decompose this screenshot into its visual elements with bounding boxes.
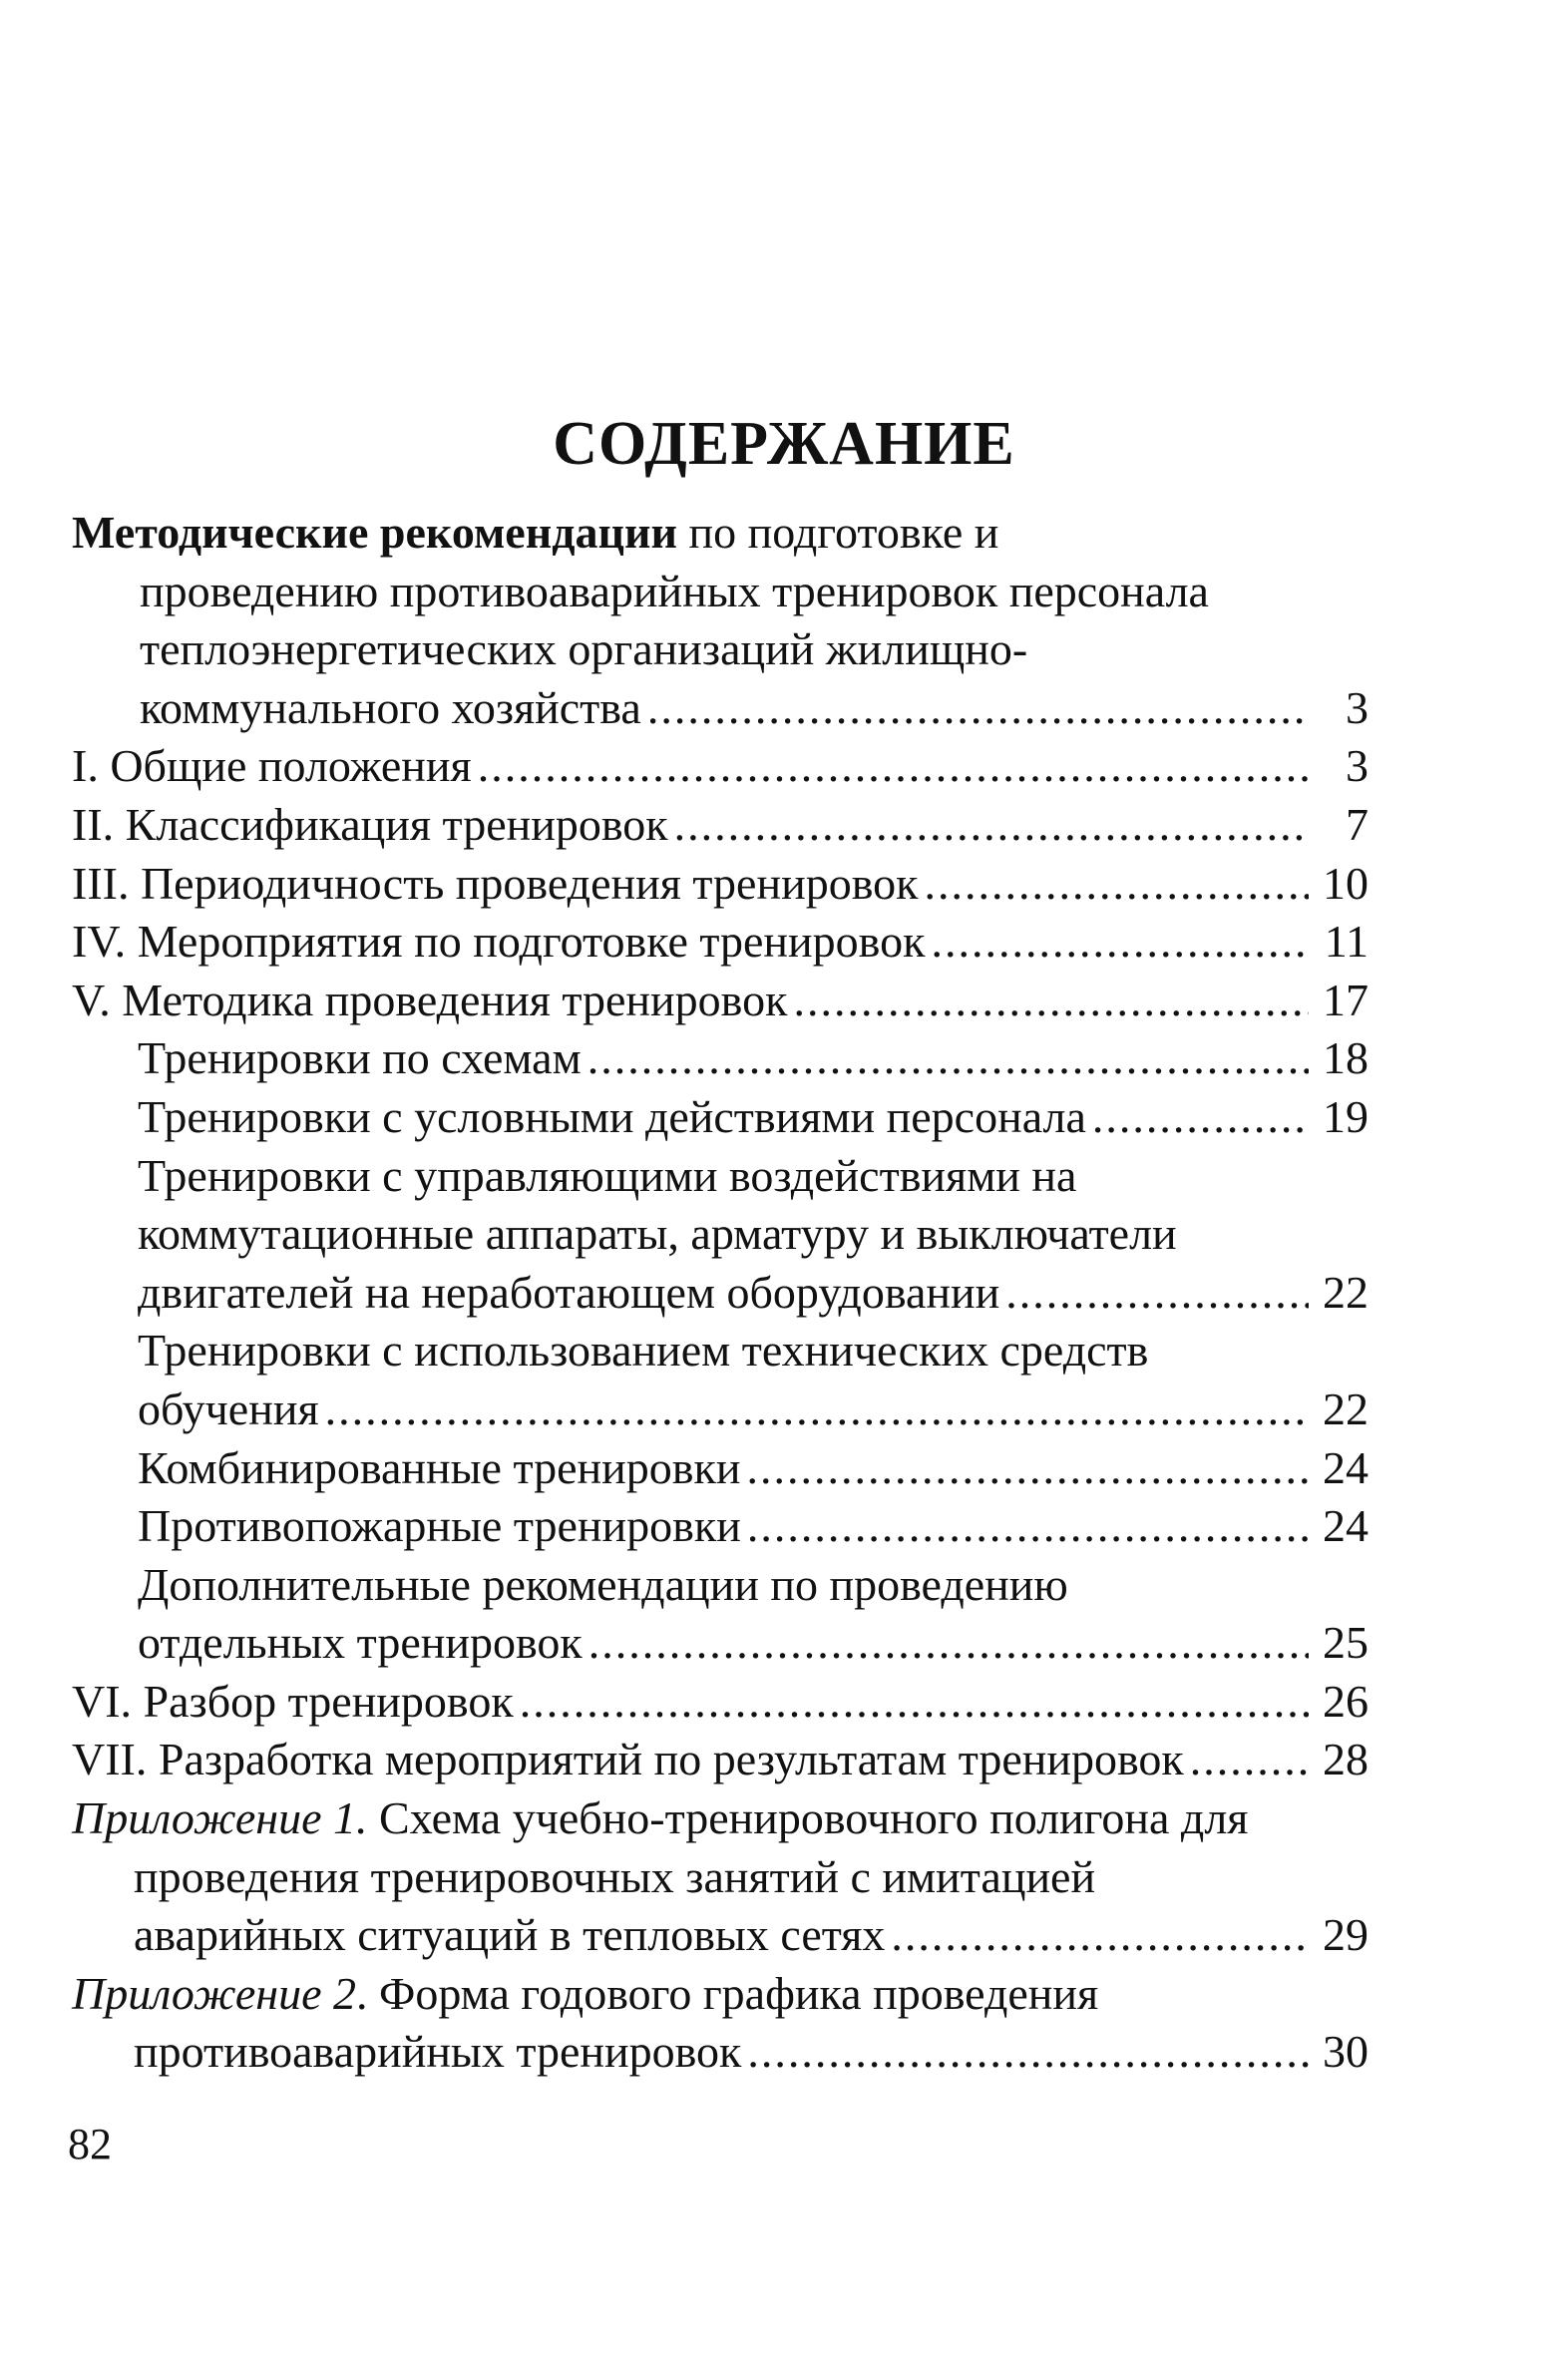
toc-entry-line <box>72 1088 1369 1147</box>
toc-entry-text: обучения <box>138 1382 319 1434</box>
toc-entry-line: Дополнительные рекомендации по проведению <box>138 1558 1068 1610</box>
toc-entry-text: IV. Мероприятия по подготовке тренировок <box>72 916 926 968</box>
appendix-label: Приложение 2 <box>72 1967 357 2019</box>
toc-entry-intro[interactable] <box>72 504 1369 737</box>
toc-entry-appendix-2[interactable] <box>72 1965 1369 2082</box>
toc-entry-line <box>72 913 1369 972</box>
toc-page-number: 26 <box>1323 1675 1369 1727</box>
toc-page-number: 25 <box>1323 1617 1369 1669</box>
toc-page-number: 18 <box>1323 1032 1369 1084</box>
toc-entry-text: VI. Разбор тренировок <box>72 1675 514 1727</box>
toc-entry-section-4[interactable] <box>72 913 1369 972</box>
toc-entry-text: Схема учебно-тренировочного полигона для <box>367 1792 1249 1844</box>
toc-entry-bold-title: Методические рекомендации <box>72 507 677 558</box>
toc-entry-line: проведению противоаварийных тренировок персонала <box>140 565 1209 616</box>
dot-leader <box>588 1614 1309 1673</box>
toc-entry-subsection-control-actions[interactable] <box>72 1147 1369 1323</box>
toc-entry-subsection-additional[interactable] <box>72 1556 1369 1673</box>
dot-leader <box>747 1497 1309 1556</box>
toc-entry-text: двигателей на неработающем оборудовании <box>138 1266 1000 1318</box>
toc-page-number: 29 <box>1323 1909 1369 1961</box>
toc-entry-line <box>72 1673 1369 1732</box>
toc-entry-text: . Форма годового графика проведения <box>356 1967 1099 2019</box>
toc-page-number: 7 <box>1346 798 1369 850</box>
toc-page-number: 22 <box>1323 1266 1369 1318</box>
toc-entry-line <box>72 679 1369 738</box>
toc-entry-line <box>72 2023 1369 2082</box>
toc-entry-subsection-combined[interactable] <box>72 1439 1369 1498</box>
toc-entry-line: Тренировки с управляющими воздействиями на <box>138 1149 1077 1201</box>
toc-entry-line <box>72 504 1369 563</box>
toc-page-number: 30 <box>1323 2026 1369 2078</box>
toc-entry-text: аварийных ситуаций в тепловых сетях <box>134 1909 886 1961</box>
toc-entry-text: I. Общие положения <box>72 740 472 792</box>
dot-leader <box>793 972 1309 1030</box>
toc-entry-text: Комбинированные тренировки <box>138 1441 741 1493</box>
dot-leader <box>747 2023 1309 2082</box>
toc-entry-line <box>72 1264 1369 1323</box>
dot-leader <box>1005 1264 1309 1323</box>
dot-leader <box>674 796 1309 855</box>
toc-entry-section-1[interactable] <box>72 737 1369 796</box>
toc-entry-line: теплоэнергетических организаций жилищно- <box>140 623 1028 675</box>
dot-leader <box>924 855 1309 914</box>
toc-entry-line <box>72 1731 1369 1789</box>
toc-entry-line: Тренировки с использованием технических средств <box>138 1325 1149 1377</box>
toc-entry-line <box>72 796 1369 855</box>
toc-entry-section-6[interactable] <box>72 1673 1369 1732</box>
toc-entry-line <box>72 737 1369 796</box>
table-of-contents <box>72 504 1369 2082</box>
toc-entry-subsection-technical-means[interactable] <box>72 1322 1369 1438</box>
dot-leader <box>1190 1731 1309 1789</box>
dot-leader <box>588 1029 1309 1088</box>
toc-entry-line <box>72 1906 1369 1965</box>
toc-entry-text: III. Периодичность проведения тренировок <box>72 857 919 909</box>
toc-entry-text: противоаварийных тренировок <box>134 2026 742 2078</box>
toc-entry-text: Противопожарные тренировки <box>138 1500 741 1552</box>
dot-leader <box>647 679 1309 738</box>
toc-page-number: 24 <box>1323 1500 1369 1552</box>
toc-entry-text: Тренировки с условными действиями персонала <box>138 1090 1086 1142</box>
page-number: 82 <box>68 2120 112 2168</box>
toc-page-number: 10 <box>1323 857 1369 909</box>
toc-page-number: 19 <box>1323 1090 1369 1142</box>
toc-entry-section-2[interactable] <box>72 796 1369 855</box>
appendix-label: Приложение 1. <box>72 1792 368 1844</box>
toc-entry-text: коммунального хозяйства <box>140 681 641 733</box>
toc-entry-line: проведения тренировочных занятий с имитацией <box>134 1850 1096 1902</box>
dot-leader <box>746 1439 1309 1498</box>
toc-entry-line <box>72 972 1369 1030</box>
toc-entry-text: V. Методика проведения тренировок <box>72 974 788 1025</box>
toc-page-number: 24 <box>1323 1441 1369 1493</box>
toc-entry-line: коммутационные аппараты, арматуру и выключатели <box>138 1208 1177 1260</box>
toc-page-number: 11 <box>1324 916 1369 968</box>
toc-entry-section-5[interactable] <box>72 972 1369 1030</box>
dot-leader <box>931 913 1309 972</box>
toc-entry-line <box>72 1380 1369 1439</box>
toc-entry-line <box>72 855 1369 914</box>
toc-entry-subsection-conditional-actions[interactable] <box>72 1088 1369 1147</box>
dot-leader <box>325 1380 1309 1439</box>
toc-entry-subsection-schemes[interactable] <box>72 1029 1369 1088</box>
toc-entry-line <box>72 1614 1369 1673</box>
toc-entry-line <box>72 1789 1369 1848</box>
toc-entry-section-3[interactable] <box>72 855 1369 914</box>
toc-entry-line <box>72 1439 1369 1498</box>
toc-entry-text: Тренировки по схемам <box>138 1032 582 1084</box>
toc-page-number: 22 <box>1323 1382 1369 1434</box>
toc-page-number: 28 <box>1323 1734 1369 1785</box>
toc-entry-text: VII. Разработка мероприятий по результатам тренировок <box>72 1734 1184 1785</box>
toc-entry-line <box>72 1029 1369 1088</box>
dot-leader <box>891 1906 1309 1965</box>
toc-entry-text: II. Классификация тренировок <box>72 798 668 850</box>
toc-entry-section-7[interactable] <box>72 1731 1369 1789</box>
toc-entry-subsection-fire[interactable] <box>72 1497 1369 1556</box>
toc-entry-line <box>72 1497 1369 1556</box>
toc-page-number: 3 <box>1346 681 1369 733</box>
toc-entry-line <box>72 1965 1369 2024</box>
toc-entry-text: отдельных тренировок <box>138 1617 583 1669</box>
toc-entry-text: по подготовке и <box>676 507 999 558</box>
toc-page-number: 3 <box>1346 740 1369 792</box>
toc-page-number: 17 <box>1323 974 1369 1025</box>
page-title: СОДЕРЖАНИЕ <box>553 409 1015 478</box>
dot-leader <box>520 1673 1309 1732</box>
toc-entry-appendix-1[interactable] <box>72 1789 1369 1965</box>
dot-leader <box>1092 1088 1309 1147</box>
dot-leader <box>478 737 1309 796</box>
